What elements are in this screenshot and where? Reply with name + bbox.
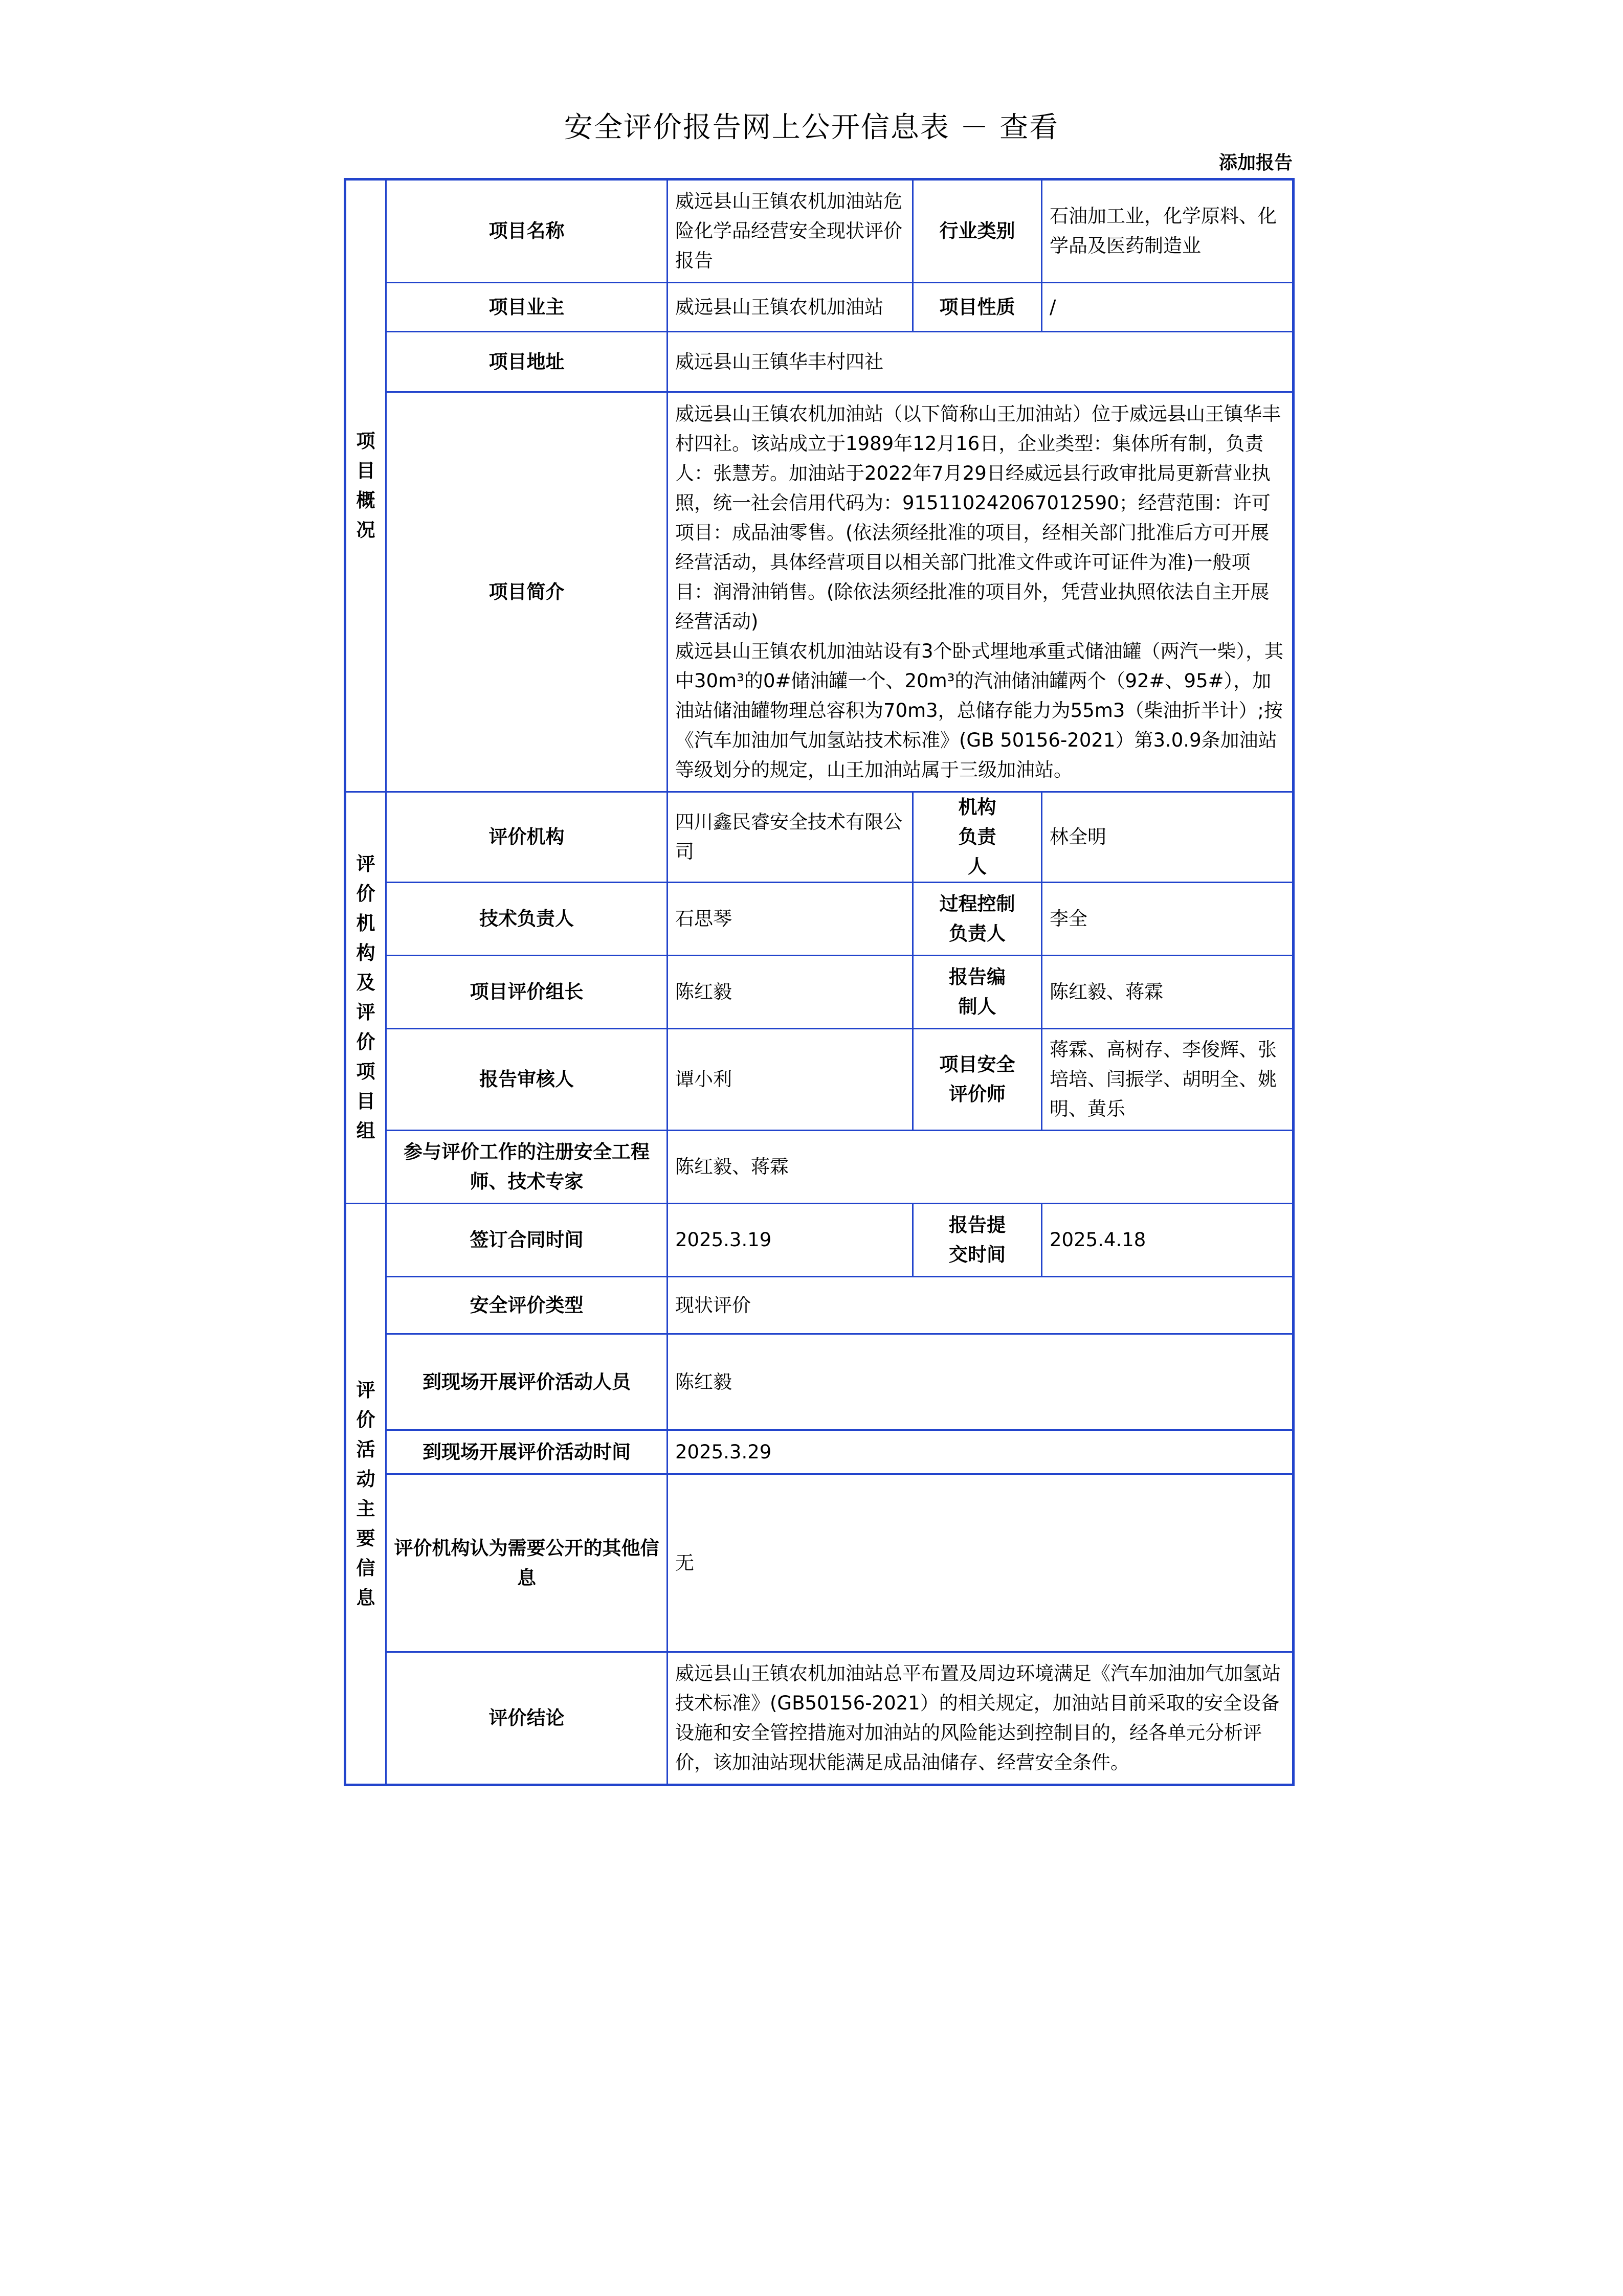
value-contract-date: 2025.3.19 (668, 1204, 913, 1277)
label-report-writer: 报告编制人 (913, 956, 1042, 1029)
page-title: 安全评价报告网上公开信息表 － 查看 (564, 111, 1059, 144)
value-conclusion: 威远县山王镇农机加油站总平布置及周边环境满足《汽车加油加气加氢站技术标准》(GB50156-2021）的相关规定，加油站目前采取的安全设备设施和安全管控措施对加油站的风险能达到控制目的，经各单元分析评价，该加油站现状能满足成品油储存、经营安全条件。 (668, 1652, 1294, 1785)
value-report-reviewer: 谭小利 (668, 1029, 913, 1131)
value-project-owner: 威远县山王镇农机加油站 (668, 283, 913, 332)
label-onsite-staff: 到现场开展评价活动人员 (386, 1334, 668, 1430)
value-onsite-staff: 陈红毅 (668, 1334, 1294, 1430)
label-report-reviewer: 报告审核人 (386, 1029, 668, 1131)
value-submit-date: 2025.4.18 (1042, 1204, 1294, 1277)
label-conclusion: 评价结论 (386, 1652, 668, 1785)
value-onsite-time: 2025.3.29 (668, 1430, 1294, 1474)
label-project-nature: 项目性质 (913, 283, 1042, 332)
project-intro-paragraph-2: 威远县山王镇农机加油站设有3个卧式埋地承重式储油罐（两汽一柴），其中30m³的0#储油罐一个、20m³的汽油储油罐两个（92#、95#），加油站储油罐物理总容积为70m3，总储存能力为55m3（柴油折半计）;按《汽车加油加气加氢站技术标准》(GB 50156-2021）第3.0.9条加油站等级划分的规定，山王加油站属于三级加油站。 (675, 640, 1284, 781)
label-engineers: 参与评价工作的注册安全工程师、技术专家 (386, 1131, 668, 1204)
value-group-leader: 陈红毅 (668, 956, 913, 1029)
report-info-table (344, 178, 1295, 1786)
value-engineers: 陈红毅、蒋霖 (668, 1131, 1294, 1204)
label-process-lead: 过程控制负责人 (913, 883, 1042, 956)
label-project-intro: 项目简介 (386, 392, 668, 792)
project-intro-paragraph-1: 威远县山王镇农机加油站（以下简称山王加油站）位于威远县山王镇华丰村四社。该站成立于1989年12月16日，企业类型：集体所有制，负责人：张慧芳。加油站于2022年7月29日经威远县行政审批局更新营业执照，统一社会信用代码为：915110242067012590；经营范围：许可项目：成品油零售。(依法须经批准的项目，经相关部门批准后方可开展经营活动，具体经营项目以相关部门批准文件或许可证件为准)一般项目：润滑油销售。(除依法须经批准的项目外，凭营业执照依法自主开展经营活动) (675, 402, 1281, 633)
label-group-leader: 项目评价组长 (386, 956, 668, 1029)
value-industry: 石油加工业，化学原料、化学品及医药制造业 (1042, 179, 1294, 283)
label-agency-head: 机构负责人 (913, 792, 1042, 883)
label-other-info: 评价机构认为需要公开的其他信息 (386, 1474, 668, 1652)
label-project-address: 项目地址 (386, 332, 668, 392)
value-project-address: 威远县山王镇华丰村四社 (668, 332, 1294, 392)
label-contract-date: 签订合同时间 (386, 1204, 668, 1277)
value-eval-type: 现状评价 (668, 1277, 1294, 1334)
label-onsite-time: 到现场开展评价活动时间 (386, 1430, 668, 1474)
label-project-name: 项目名称 (386, 179, 668, 283)
value-project-name: 威远县山王镇农机加油站危险化学品经营安全现状评价报告 (668, 179, 913, 283)
label-agency: 评价机构 (386, 792, 668, 883)
value-agency: 四川鑫民睿安全技术有限公司 (668, 792, 913, 883)
value-other-info: 无 (668, 1474, 1294, 1652)
value-agency-head: 林全明 (1042, 792, 1294, 883)
label-safety-evaluators: 项目安全评价师 (913, 1029, 1042, 1131)
value-project-nature: / (1042, 283, 1294, 332)
label-submit-date: 报告提交时间 (913, 1204, 1042, 1277)
value-tech-lead: 石思琴 (668, 883, 913, 956)
section-overview: 项目概况 (345, 179, 386, 792)
value-project-intro (668, 392, 1294, 792)
label-industry: 行业类别 (913, 179, 1042, 283)
label-tech-lead: 技术负责人 (386, 883, 668, 956)
value-report-writer: 陈红毅、蒋霖 (1042, 956, 1294, 1029)
value-safety-evaluators: 蒋霖、高树存、李俊辉、张培培、闫振学、胡明全、姚明、黄乐 (1042, 1029, 1294, 1131)
label-eval-type: 安全评价类型 (386, 1277, 668, 1334)
section-activity: 评价活动主要信息 (345, 1204, 386, 1785)
value-process-lead: 李全 (1042, 883, 1294, 956)
section-agency: 评价机构及评价项目组 (345, 792, 386, 1204)
add-report-link[interactable]: 添加报告 (1218, 152, 1293, 173)
label-project-owner: 项目业主 (386, 283, 668, 332)
